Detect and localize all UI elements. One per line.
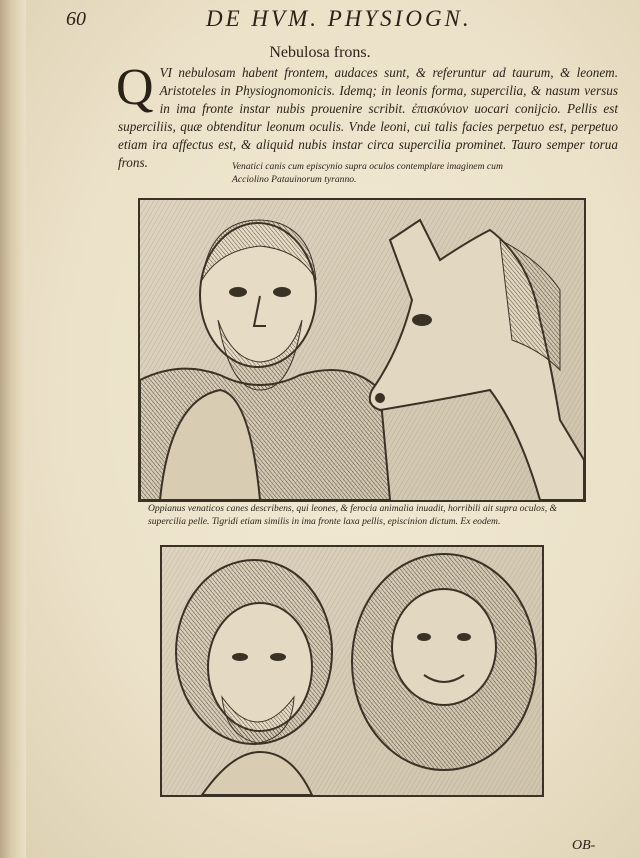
body-paragraph xyxy=(116,59,618,172)
caption-middle: Oppianus venaticos canes describens, qui leones, & ferocia animalia inuadit, horribili ait supra oculos, & supercilia pelle. Tigridi etiam similis in ima fronte laxa pellis, episcinion dictum. Ex eodem. xyxy=(148,503,557,527)
section-heading: Nebulosa frons. xyxy=(269,44,371,61)
page-number: 60 xyxy=(66,8,86,30)
engraving-man-and-lion xyxy=(160,545,544,797)
body-text: VI nebulosam habent frontem, audaces sunt, & referuntur ad taurum, & leonem. Aristoteles in Physiognomonicis. Idemq; in leonis forma, supercilia, & nasum versus in ima fronte instar nubis prouenire scribit. ἐπισκύνιον uocari conijcio. Pellis est superciliis, quæ obtenditur leonum oculis. Vnde leoni, cui talis facies perpetuo est, perpetuo etiam ira affectus est, & aliquid nubis instar circa supercilia prominet. Tauro semper torua frons. xyxy=(118,65,618,170)
drop-cap: Q xyxy=(116,59,154,116)
catchword: OB- xyxy=(572,838,596,853)
engraving-man-and-dog-illustration xyxy=(140,200,584,500)
engraving-man-and-lion-illustration xyxy=(162,547,542,795)
page-header xyxy=(66,6,626,36)
page-gutter xyxy=(0,0,26,858)
caption-top: Venatici canis cum episcynio supra oculos contemplare imaginem cum Acciolino Patauinorum tyranno. xyxy=(232,161,503,185)
engraving-man-and-dog xyxy=(138,198,586,502)
running-head: DE HVM. PHYSIOGN. xyxy=(206,6,472,31)
